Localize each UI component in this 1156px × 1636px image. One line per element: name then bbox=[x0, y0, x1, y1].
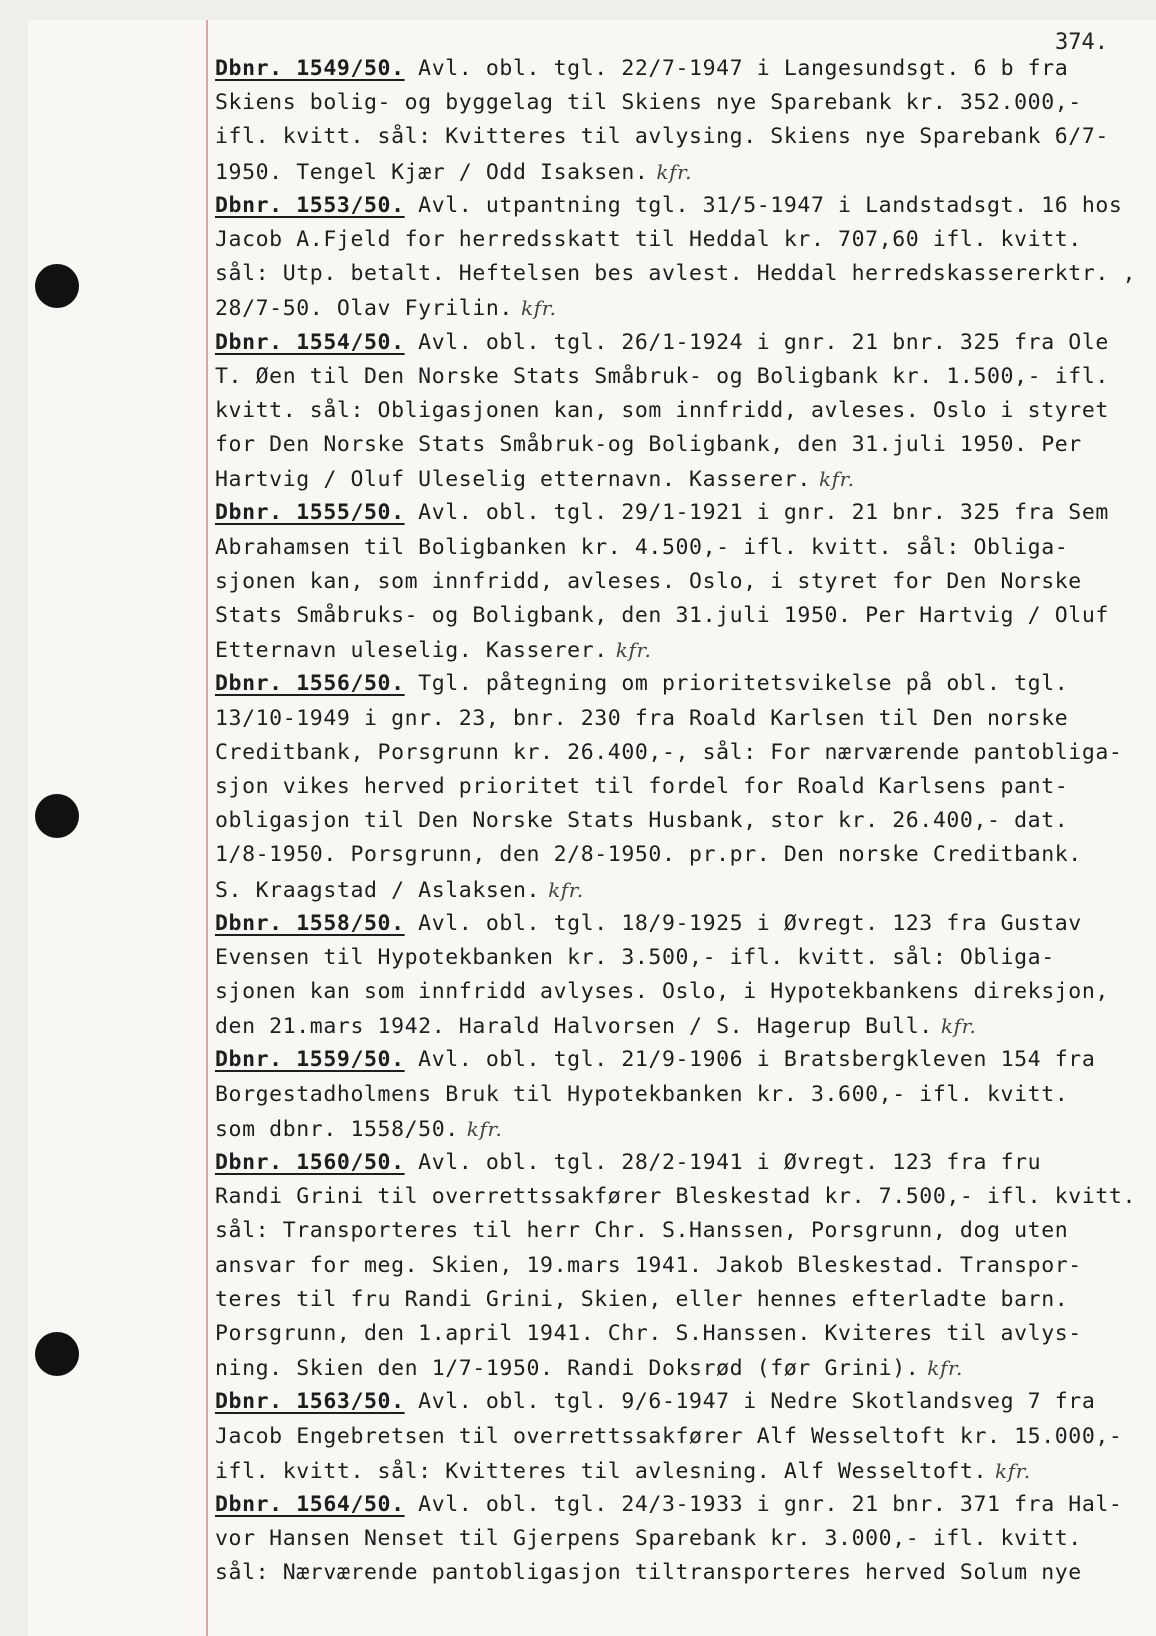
entry-number: Dbnr. 1555/50. bbox=[215, 500, 405, 526]
line-text: ifl. kvitt. sål: Kvitteres til avlysing. Skiens nye Sparebank 6/7- bbox=[215, 124, 1109, 150]
line-text: sjon vikes herved prioritet til fordel for Roald Karlsens pant- bbox=[215, 773, 1069, 799]
line-text: Jacob Engebretsen til overrettssakfører Alf Wesseltoft kr. 15.000,- bbox=[215, 1423, 1123, 1449]
line-text: Etternavn uleselig. Kasserer. bbox=[215, 638, 608, 664]
ledger-line bbox=[215, 394, 1155, 428]
line-text: Borgestadholmens Bruk til Hypotekbanken kr. 3.600,- ifl. kvitt. bbox=[215, 1081, 1069, 1107]
line-text: ansvar for meg. Skien, 19.mars 1941. Jakob Bleskestad. Transpor- bbox=[215, 1252, 1082, 1278]
clerk-initials: kfr. bbox=[466, 1116, 503, 1141]
line-text: Skiens bolig- og byggelag til Skiens nye Sparebank kr. 352.000,- bbox=[215, 90, 1082, 116]
line-text: Jacob A.Fjeld for herredsskatt til Heddal kr. 707,60 ifl. kvitt. bbox=[215, 226, 1082, 252]
line-text: 1950. Tengel Kjær / Odd Isaksen. bbox=[215, 159, 649, 185]
line-text: sål: Transporteres til herr Chr. S.Hanssen, Porsgrunn, dog uten bbox=[215, 1218, 1069, 1244]
ledger-line bbox=[215, 702, 1155, 736]
ledger-line bbox=[215, 1317, 1155, 1351]
entry-number: Dbnr. 1563/50. bbox=[215, 1389, 405, 1415]
line-text: 13/10-1949 i gnr. 23, bnr. 230 fra Roald Karlsen til Den norske bbox=[215, 705, 1069, 731]
line-text: Avl. obl. tgl. 22/7-1947 i Langesundsgt. 6 b fra bbox=[404, 56, 1069, 81]
ledger-line bbox=[215, 1351, 1155, 1385]
entry-number: Dbnr. 1564/50. bbox=[215, 1491, 405, 1517]
line-text: 1/8-1950. Porsgrunn, den 2/8-1950. pr.pr. Den norske Creditbank. bbox=[215, 842, 1082, 868]
ledger-line bbox=[215, 155, 1155, 189]
page-number: 374. bbox=[1055, 30, 1108, 55]
ledger-line bbox=[215, 1556, 1155, 1590]
line-text: vor Hansen Nenset til Gjerpens Sparebank kr. 3.000,- ifl. kvitt. bbox=[215, 1526, 1082, 1552]
ledger-line bbox=[215, 1009, 1155, 1043]
line-text: den 21.mars 1942. Harald Halvorsen / S. Hagerup Bull. bbox=[215, 1014, 933, 1040]
ledger-line bbox=[215, 565, 1155, 599]
ledger-line bbox=[215, 531, 1155, 565]
ledger-line bbox=[215, 975, 1155, 1009]
line-text: Avl. utpantning tgl. 31/5-1947 i Landstadsgt. 16 hos bbox=[404, 192, 1123, 218]
entry-number: Dbnr. 1549/50. bbox=[215, 56, 405, 81]
line-text: sål: Nærværende pantobligasjon tiltransporteres herved Solum nye bbox=[215, 1560, 1082, 1586]
line-text: sål: Utp. betalt. Heftelsen bes avlest. Heddal herredskassererktr. , bbox=[215, 261, 1136, 287]
entry-number: Dbnr. 1560/50. bbox=[215, 1150, 405, 1175]
ledger-line bbox=[215, 496, 1155, 530]
clerk-initials: kfr. bbox=[995, 1458, 1031, 1483]
ledger-line bbox=[215, 1146, 1155, 1180]
ledger-line bbox=[215, 873, 1155, 907]
ledger-line bbox=[215, 1249, 1155, 1283]
line-text: Avl. obl. tgl. 9/6-1947 i Nedre Skotlandsveg 7 fra bbox=[404, 1389, 1096, 1415]
ledger-line bbox=[215, 736, 1155, 770]
line-text: Porsgrunn, den 1.april 1941. Chr. S.Hanssen. Kviteres til avlys- bbox=[215, 1320, 1082, 1346]
line-text: Creditbank, Porsgrunn kr. 26.400,-, sål: For nærværende pantobliga- bbox=[215, 739, 1123, 765]
line-text: Avl. obl. tgl. 18/9-1925 i Øvregt. 123 fra Gustav bbox=[404, 910, 1082, 936]
entry-number: Dbnr. 1556/50. bbox=[215, 671, 405, 697]
clerk-initials: kfr. bbox=[615, 638, 652, 663]
line-text: Hartvig / Oluf Uleselig etternavn. Kasserer. bbox=[215, 467, 811, 493]
punch-hole bbox=[35, 1332, 79, 1376]
line-text: sjonen kan som innfridd avlyses. Oslo, i Hypotekbankens direksjon, bbox=[215, 979, 1109, 1005]
ledger-line bbox=[215, 804, 1155, 838]
line-text: Avl. obl. tgl. 28/2-1941 i Øvregt. 123 fra fru bbox=[404, 1150, 1042, 1175]
line-text: teres til fru Randi Grini, Skien, eller hennes efterladte barn. bbox=[215, 1286, 1069, 1312]
ledger-line bbox=[215, 1283, 1155, 1317]
ledger-line bbox=[215, 189, 1155, 223]
line-text: Avl. obl. tgl. 26/1-1924 i gnr. 21 bnr. 325 fra Ole bbox=[404, 329, 1109, 355]
ledger-line bbox=[215, 941, 1155, 975]
ledger-line bbox=[215, 770, 1155, 804]
ledger-line bbox=[215, 1112, 1155, 1146]
line-text: sjonen kan, som innfridd, avleses. Oslo, i styret for Den Norske bbox=[215, 568, 1082, 594]
ledger-line bbox=[215, 1043, 1155, 1077]
entry-number: Dbnr. 1553/50. bbox=[215, 192, 405, 218]
line-text: T. Øen til Den Norske Stats Småbruk- og Boligbank kr. 1.500,- ifl. bbox=[215, 363, 1109, 389]
line-text: ning. Skien den 1/7-1950. Randi Doksrød (før Grini). bbox=[215, 1356, 920, 1382]
clerk-initials: kfr. bbox=[940, 1014, 977, 1039]
ledger-text bbox=[215, 52, 1155, 1590]
entry-number: Dbnr. 1559/50. bbox=[215, 1047, 405, 1073]
ledger-page bbox=[28, 20, 1156, 1636]
line-text: ifl. kvitt. sål: Kvitteres til avlesning. Alf Wesseltoft. bbox=[215, 1458, 988, 1484]
ledger-line bbox=[215, 1180, 1155, 1214]
clerk-initials: kfr. bbox=[548, 877, 584, 902]
ledger-line bbox=[215, 838, 1155, 872]
clerk-initials: kfr. bbox=[520, 296, 557, 321]
margin-rule bbox=[206, 20, 208, 1636]
ledger-line bbox=[215, 291, 1155, 325]
ledger-line bbox=[215, 86, 1155, 120]
line-text: Randi Grini til overrettssakfører Bleskestad kr. 7.500,- ifl. kvitt. bbox=[215, 1184, 1136, 1210]
entry-number: Dbnr. 1558/50. bbox=[215, 910, 405, 936]
ledger-line bbox=[215, 667, 1155, 701]
clerk-initials: kfr. bbox=[656, 159, 693, 184]
ledger-line bbox=[215, 1385, 1155, 1419]
punch-hole bbox=[35, 264, 79, 308]
line-text: Avl. obl. tgl. 29/1-1921 i gnr. 21 bnr. 325 fra Sem bbox=[404, 500, 1109, 526]
ledger-line bbox=[215, 1488, 1155, 1522]
ledger-line bbox=[215, 1522, 1155, 1556]
line-text: for Den Norske Stats Småbruk-og Boligbank, den 31.juli 1950. Per bbox=[215, 432, 1082, 458]
clerk-initials: kfr. bbox=[927, 1356, 963, 1381]
line-text: 28/7-50. Olav Fyrilin. bbox=[215, 296, 513, 322]
ledger-line bbox=[215, 633, 1155, 667]
ledger-line bbox=[215, 599, 1155, 633]
line-text: Tgl. påtegning om prioritetsvikelse på obl. tgl. bbox=[404, 671, 1069, 697]
ledger-line bbox=[215, 1420, 1155, 1454]
ledger-line bbox=[215, 428, 1155, 462]
line-text: Abrahamsen til Boligbanken kr. 4.500,- ifl. kvitt. sål: Obliga- bbox=[215, 534, 1069, 560]
ledger-line bbox=[215, 257, 1155, 291]
ledger-line bbox=[215, 52, 1155, 86]
ledger-line bbox=[215, 1078, 1155, 1112]
punch-hole bbox=[35, 794, 79, 838]
line-text: obligasjon til Den Norske Stats Husbank, stor kr. 26.400,- dat. bbox=[215, 808, 1069, 834]
ledger-line bbox=[215, 360, 1155, 394]
line-text: S. Kraagstad / Aslaksen. bbox=[215, 877, 541, 903]
ledger-line bbox=[215, 223, 1155, 257]
ledger-line bbox=[215, 120, 1155, 154]
line-text: Evensen til Hypotekbanken kr. 3.500,- ifl. kvitt. sål: Obliga- bbox=[215, 944, 1055, 970]
ledger-line bbox=[215, 326, 1155, 360]
line-text: Avl. obl. tgl. 21/9-1906 i Bratsbergkleven 154 fra bbox=[404, 1047, 1096, 1073]
ledger-line bbox=[215, 1454, 1155, 1488]
line-text: kvitt. sål: Obligasjonen kan, som innfridd, avleses. Oslo i styret bbox=[215, 397, 1109, 423]
ledger-line bbox=[215, 907, 1155, 941]
ledger-line bbox=[215, 1214, 1155, 1248]
entry-number: Dbnr. 1554/50. bbox=[215, 329, 405, 355]
line-text: Avl. obl. tgl. 24/3-1933 i gnr. 21 bnr. 371 fra Hal- bbox=[404, 1491, 1123, 1517]
line-text: Stats Småbruks- og Boligbank, den 31.juli 1950. Per Hartvig / Oluf bbox=[215, 603, 1109, 628]
clerk-initials: kfr. bbox=[818, 467, 855, 492]
line-text: som dbnr. 1558/50. bbox=[215, 1116, 459, 1142]
ledger-line bbox=[215, 462, 1155, 496]
